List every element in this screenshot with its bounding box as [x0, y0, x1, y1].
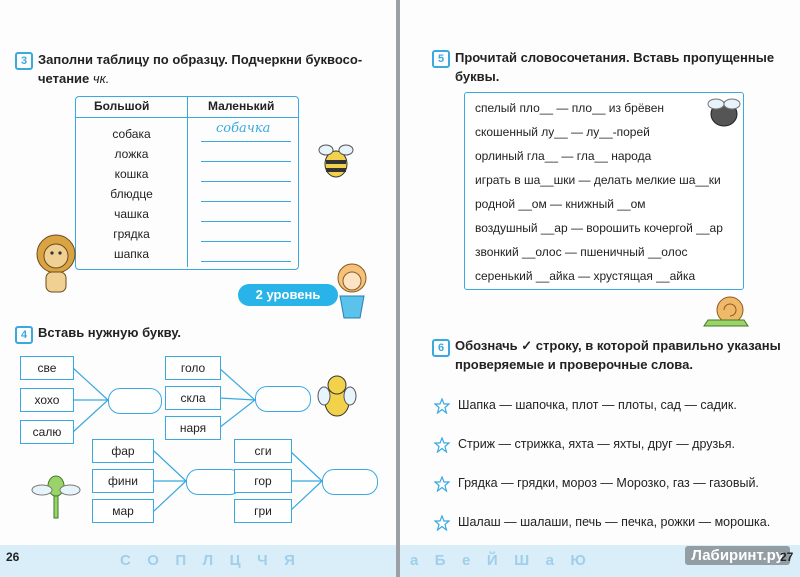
lion-icon: [30, 232, 82, 294]
letter-answer-oval[interactable]: [108, 388, 162, 414]
answer-option[interactable]: Грядка — грядки, мороз — Морозко, газ — газовый.: [434, 476, 759, 490]
table-word: блюдце: [110, 187, 153, 201]
bee-icon: [316, 140, 356, 185]
answer-option[interactable]: Шалаш — шалаши, печь — печка, рожки — морошка.: [434, 515, 770, 529]
star-checkbox-icon[interactable]: [434, 476, 450, 492]
labirint-logo: Лабиринт.ру: [685, 546, 790, 565]
answer-line[interactable]: [201, 241, 291, 242]
phrase-line: родной __ом — книжный __ом: [475, 197, 646, 211]
phrase-line: скошенный лу__ — лу__-порей: [475, 125, 650, 139]
word-stem-box: мар: [92, 499, 154, 523]
letter-answer-oval[interactable]: [255, 386, 311, 412]
page-number: 26: [6, 550, 20, 564]
snail-icon: [700, 294, 752, 330]
task-6-number: 6: [432, 339, 450, 357]
phrase-line: серенький __айка — хрустящая __айка: [475, 269, 696, 283]
word-stem-box: све: [20, 356, 74, 380]
word-stem-box: голо: [165, 356, 221, 380]
answer-line[interactable]: [201, 201, 291, 202]
task-6-instruction: Обозначь ✓ строку, в которой правильно указаны проверяемые и проверочные слова.: [455, 338, 781, 372]
word-stem-box: фар: [92, 439, 154, 463]
girl-icon: [330, 260, 376, 320]
example-answer: собачка: [216, 121, 271, 136]
left-page: [0, 0, 396, 577]
table-word: грядка: [113, 227, 150, 241]
word-stem-box: салю: [20, 420, 74, 444]
bottom-letter-band: С О П Л Ц Ч Я: [0, 545, 396, 577]
task-5-instruction: Прочитай словосочетания. Вставь пропущенные буквы.: [455, 50, 775, 84]
beetle-icon: [704, 92, 744, 132]
word-stem-box: наря: [165, 416, 221, 440]
phrase-line: воздушный __ар — ворошить кочергой __ар: [475, 221, 723, 235]
task-4-instruction: Вставь нужную букву.: [38, 325, 182, 340]
answer-line[interactable]: [201, 181, 291, 182]
answer-option[interactable]: Стриж — стрижка, яхта — яхты, друг — друзья.: [434, 437, 735, 451]
word-stem-box: фини: [92, 469, 154, 493]
task-5-number: 5: [432, 50, 450, 68]
word-stem-box: скла: [165, 386, 221, 410]
table-header-big: Большой: [94, 99, 150, 113]
task-3-instruction: Заполни таблицу по образцу. Подчеркни буквосо- четание чк.: [38, 52, 363, 86]
answer-line[interactable]: [201, 261, 291, 262]
word-stem-box: сги: [234, 439, 292, 463]
table-word: шапка: [114, 247, 149, 261]
answer-option[interactable]: Шапка — шапочка, плот — плоты, сад — садик.: [434, 398, 737, 412]
word-table: [75, 96, 299, 270]
table-word: ложка: [114, 147, 149, 161]
bee-icon: [316, 372, 358, 424]
task-4-number: 4: [15, 326, 33, 344]
answer-line[interactable]: [201, 161, 291, 162]
phrase-line: спелый пло__ — пло__ из брёвен: [475, 101, 665, 115]
star-checkbox-icon[interactable]: [434, 515, 450, 531]
page-number: 27: [780, 550, 794, 564]
word-stem-box: гри: [234, 499, 292, 523]
star-checkbox-icon[interactable]: [434, 398, 450, 414]
answer-line[interactable]: [201, 141, 291, 142]
star-checkbox-icon[interactable]: [434, 437, 450, 453]
table-word: кошка: [114, 167, 149, 181]
level-badge: 2 уровень: [238, 284, 338, 306]
word-stem-box: гор: [234, 469, 292, 493]
phrase-line: орлиный гла__ — гла__ народа: [475, 149, 652, 163]
bottom-letter-band: а Б е Й Ш а Ю: [400, 545, 800, 577]
table-word: собака: [112, 127, 151, 141]
table-word: чашка: [114, 207, 149, 221]
answer-line[interactable]: [201, 221, 291, 222]
word-stem-box: хохо: [20, 388, 74, 412]
table-header-small: Маленький: [208, 99, 275, 113]
dragonfly-icon: [30, 470, 82, 520]
phrase-line: играть в ша__шки — делать мелкие ша__ки: [475, 173, 721, 187]
task-3-number: 3: [15, 52, 33, 70]
letter-answer-oval[interactable]: [322, 469, 378, 495]
phrase-line: звонкий __олос — пшеничный __олос: [475, 245, 688, 259]
phrases-box: [464, 92, 744, 290]
